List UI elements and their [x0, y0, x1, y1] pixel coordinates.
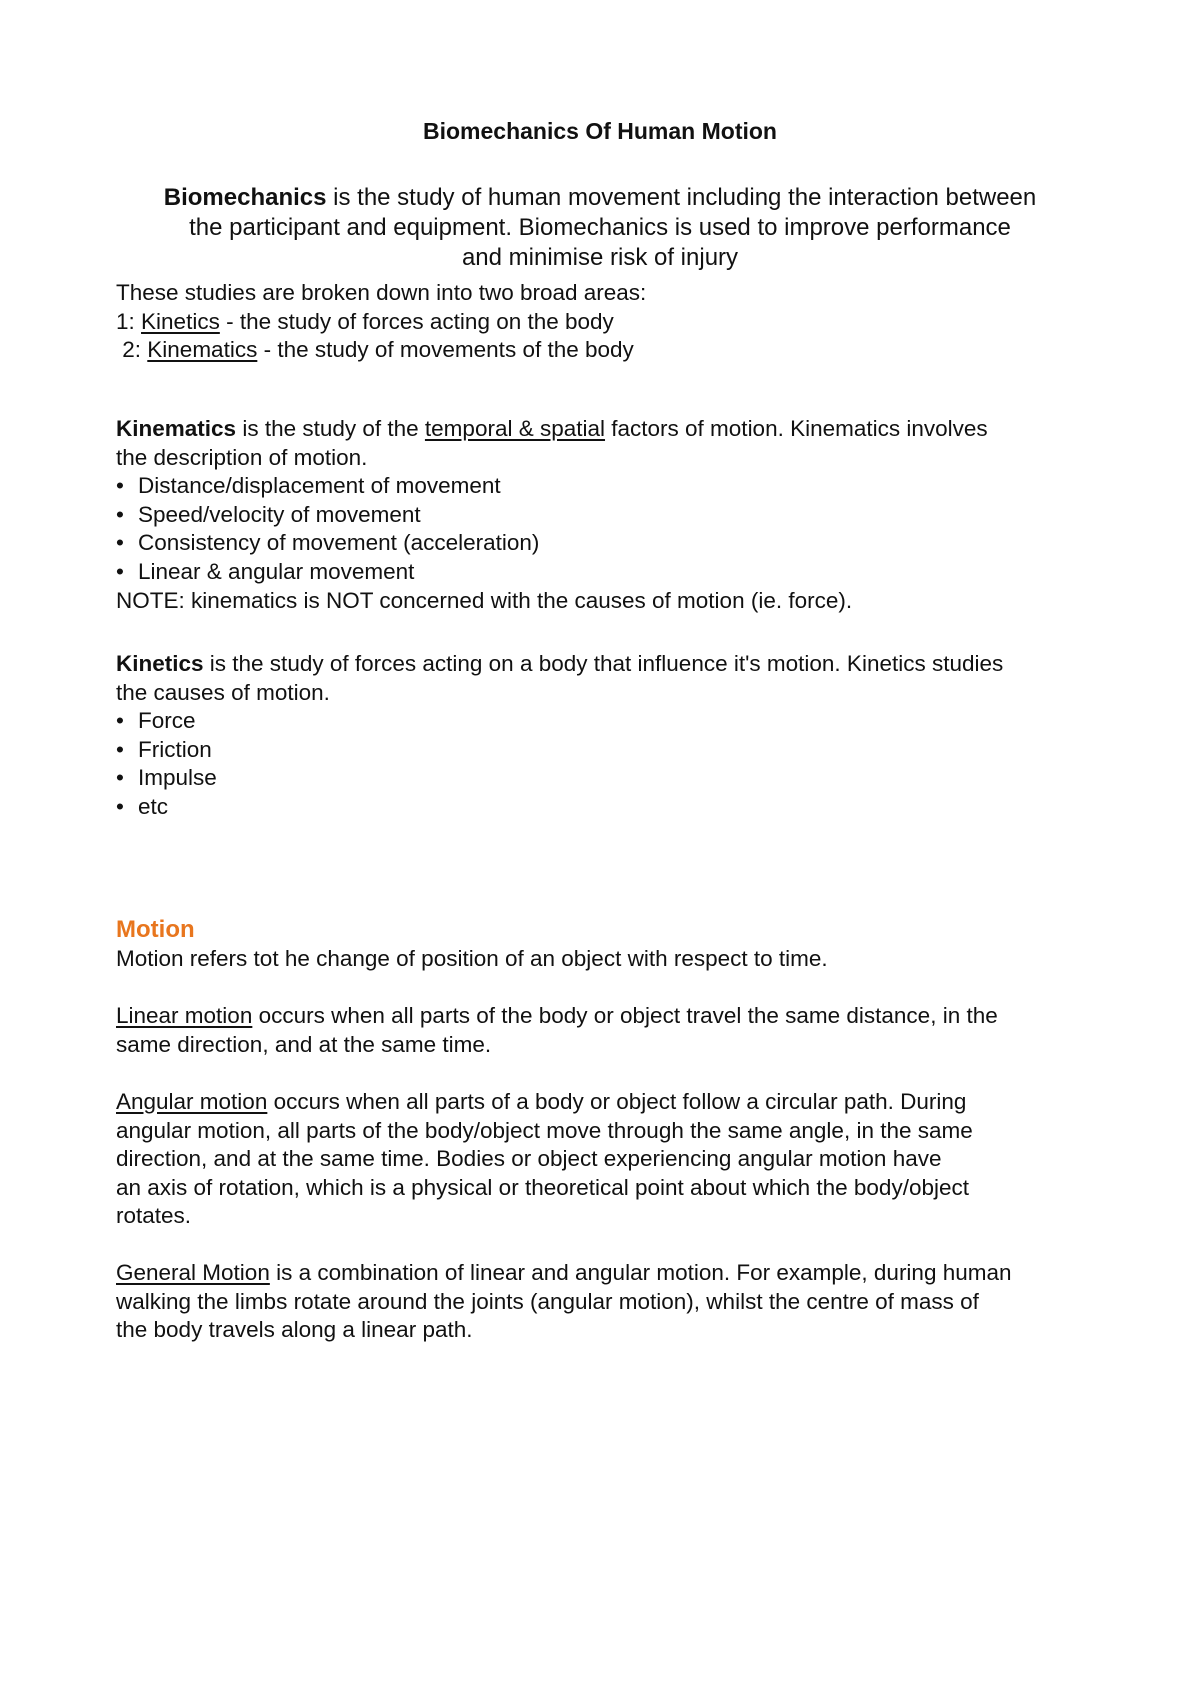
list-item — [116, 707, 1096, 736]
bullet-icon: • — [116, 558, 124, 584]
general-text: is a combination of linear and angular motion. For example, during human — [269, 1260, 1012, 1285]
angular-motion-term: Angular motion — [116, 1089, 268, 1114]
general-line1 — [116, 1259, 1096, 1288]
motion-definition: Motion refers tot he change of position of an object with respect to time. — [116, 945, 828, 971]
area-term: Kinematics — [147, 337, 258, 363]
angular-line4: an axis of rotation, which is a physical or theoretical point about which the body/object — [116, 1174, 969, 1200]
list-item-text: Impulse — [138, 765, 217, 791]
bullet-icon: • — [116, 793, 124, 819]
temporal-spatial-term: temporal & spatial — [424, 416, 606, 441]
list-item-text: etc — [138, 793, 169, 819]
bullet-icon: • — [116, 708, 124, 734]
general-line3: the body travels along a linear path. — [116, 1317, 473, 1343]
kinematics-text: is the study of the — [236, 416, 425, 441]
angular-text: occurs when all parts of a body or object follow a circular path. During — [267, 1089, 967, 1114]
bullet-icon: • — [116, 765, 124, 791]
kinematics-line2: the description of motion. — [116, 444, 368, 470]
areas-section — [116, 279, 1096, 365]
kinematics-term: Kinematics — [116, 416, 237, 441]
linear-line2: same direction, and at the same time. — [116, 1031, 492, 1057]
area-number: 1: — [116, 308, 142, 334]
linear-motion-term: Linear motion — [116, 1003, 253, 1028]
list-item-text: Consistency of movement (acceleration) — [138, 530, 540, 556]
general-motion-paragraph — [116, 1259, 1096, 1345]
motion-section — [116, 916, 1096, 973]
kinematics-line1 — [116, 415, 1096, 444]
area-term: Kinetics — [141, 308, 220, 334]
intro-line3: and minimise risk of injury — [461, 244, 739, 271]
list-item-text: Distance/displacement of movement — [138, 473, 501, 499]
list-item — [116, 736, 1096, 765]
kinematics-section — [116, 415, 1096, 615]
area-number: 2: — [116, 337, 148, 363]
intro-line1: is the study of human movement including the interaction between — [326, 184, 1037, 211]
intro-paragraph — [100, 183, 1100, 273]
linear-text: occurs when all parts of the body or object travel the same distance, in the — [252, 1003, 998, 1028]
list-item-text: Friction — [138, 736, 212, 762]
kinetics-term: Kinetics — [116, 651, 204, 676]
general-motion-term: General Motion — [116, 1260, 270, 1285]
linear-motion-paragraph — [116, 1002, 1096, 1059]
list-item — [116, 764, 1096, 793]
list-item-text: Force — [138, 708, 196, 734]
angular-line3: direction, and at the same time. Bodies or object experiencing angular motion have — [116, 1146, 942, 1172]
list-item-text: Linear & angular movement — [138, 558, 415, 584]
document-title: Biomechanics Of Human Motion — [423, 118, 777, 144]
area-item-kinematics — [116, 336, 1096, 365]
list-item — [116, 558, 1096, 587]
kinetics-section — [116, 650, 1096, 822]
bullet-icon: • — [116, 530, 124, 556]
list-item — [116, 501, 1096, 530]
linear-line1 — [116, 1002, 1096, 1031]
intro-line2: the participant and equipment. Biomechanics is used to improve performance — [189, 214, 1011, 241]
kinetics-text: is the study of forces acting on a body that influence it's motion. Kinetics studies — [203, 651, 1004, 676]
kinetics-line2: the causes of motion. — [116, 679, 330, 705]
list-item — [116, 793, 1096, 822]
area-desc: - the study of forces acting on the body — [219, 308, 614, 334]
intro-term: Biomechanics — [163, 184, 327, 211]
list-item — [116, 472, 1096, 501]
areas-lead: These studies are broken down into two broad areas: — [116, 280, 647, 305]
motion-heading: Motion — [116, 916, 195, 943]
angular-line5: rotates. — [116, 1203, 192, 1229]
angular-line1 — [116, 1088, 1096, 1117]
angular-motion-paragraph — [116, 1088, 1096, 1231]
area-desc: - the study of movements of the body — [257, 337, 634, 363]
bullet-icon: • — [116, 736, 124, 762]
kinetics-line1 — [116, 650, 1096, 679]
list-item-text: Speed/velocity of movement — [138, 501, 421, 527]
bullet-icon: • — [116, 473, 124, 499]
kinematics-text: factors of motion. Kinematics involves — [605, 416, 988, 441]
list-item — [116, 529, 1096, 558]
bullet-icon: • — [116, 501, 124, 527]
area-item-kinetics — [116, 308, 1096, 337]
angular-line2: angular motion, all parts of the body/object move through the same angle, in the same — [116, 1117, 973, 1143]
kinematics-note: NOTE: kinematics is NOT concerned with the causes of motion (ie. force). — [116, 587, 853, 613]
general-line2: walking the limbs rotate around the joints (angular motion), whilst the centre of mass of — [116, 1288, 979, 1314]
